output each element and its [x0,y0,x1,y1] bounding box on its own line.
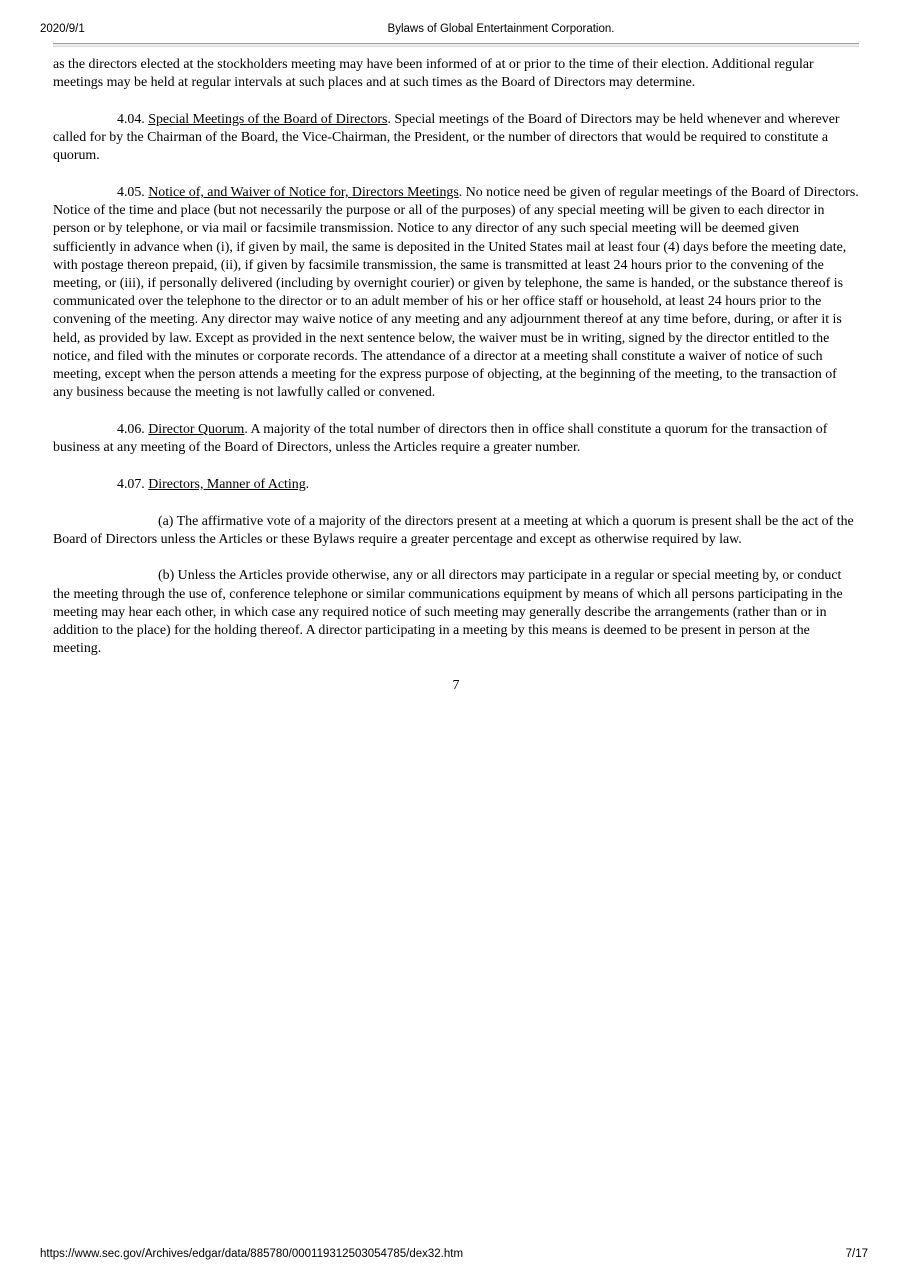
source-url: https://www.sec.gov/Archives/edgar/data/885780/000119312503054785/dex32.htm [40,1248,464,1260]
section-heading: Notice of, and Waiver of Notice for, Directors Meetings [148,185,459,201]
subsection-4-07-b: (b) Unless the Articles provide otherwise, any or all directors may participate in a regular or special meeting by, or conduct the meeting through the use of, conference telephone or similar communications equipment by means of which all persons participating in the meeting may hear each other, in which case any required notice of such meeting may generally describe the arrangements (rather than or in addition to the place) for the holding thereof. A director participating in a meeting by this means is deemed to be present in person at the meeting. [53,568,843,657]
section-heading: Directors, Manner of Acting [148,476,306,492]
section-4-05 [53,184,859,402]
section-4-04 [53,111,859,166]
section-text: . [305,476,310,492]
header-divider [53,43,859,47]
section-4-06 [53,421,859,457]
section-number: 4.05. [117,185,149,201]
document-title: Bylaws of Global Entertainment Corporation. [387,23,615,35]
section-text: . Special meetings of the Board of Directors may be held whenever and wherever called for by the Chairman of the Board, the Vice-Chairman, the President, or the number of directors that would be required to constitute a quorum. [53,111,840,164]
print-date: 2020/9/1 [40,23,85,35]
document-body [53,56,859,714]
section-number: 4.06. [117,421,149,437]
print-header [0,20,906,40]
subsection-4-07-a: (a) The affirmative vote of a majority of the directors present at a meeting at which a quorum is present shall be the act of the Board of Directors unless the Articles or these Bylaws require a greater percentage and except as otherwise required by law. [53,513,854,547]
section-4-07 [53,476,859,494]
page-counter: 7/17 [845,1248,868,1260]
section-text: . No notice need be given of regular meetings of the Board of Directors. Notice of the time and place (but not necessarily the purpose or all of the purposes) of any special meeting will be given to each director in person or by telephone, or via mail or facsimile transmission. Notice to any director of any such special meeting will be deemed given sufficiently in advance when (i), if given by mail, the same is deposited in the United States mail at least four (4) days before the meeting date, with postage thereon prepaid, (ii), if given by facsimile transmission, the same is transmitted at least 24 hours prior to the convening of the meeting, or (iii), if personally delivered (including by overnight courier) or given by telephone, the same is handed, or the substance thereof is communicated over the telephone to the director or to an adult member of his or her office staff or household, at least 24 hours prior to the convening of the meeting. Any director may waive notice of any meeting and any adjournment thereof at any time before, during, or after it is held, as provided by law. Except as provided in the next sentence below, the waiver must be in writing, signed by the director entitled to the notice, and filed with the minutes or corporate records. The attendance of a director at a meeting shall constitute a waiver of notice of such meeting, except when the person attends a meeting for the express purpose of objecting, at the beginning of the meeting, to the transaction of any business because the meeting is not lawfully called or convened. [53,185,859,401]
section-heading: Director Quorum [148,421,245,437]
section-heading: Special Meetings of the Board of Directors [148,111,388,127]
section-text: . A majority of the total number of directors then in office shall constitute a quorum for the transaction of business at any meeting of the Board of Directors, unless the Articles require a greater number. [53,421,828,456]
page-number: 7 [452,677,460,693]
section-number: 4.04. [117,111,149,127]
section-number: 4.07. [117,476,149,492]
continued-paragraph: as the directors elected at the stockholders meeting may have been informed of at or prior to the time of their election. Additional regular meetings may be held at regular intervals at such places and at such times as the Board of Directors may determine. [53,57,814,91]
